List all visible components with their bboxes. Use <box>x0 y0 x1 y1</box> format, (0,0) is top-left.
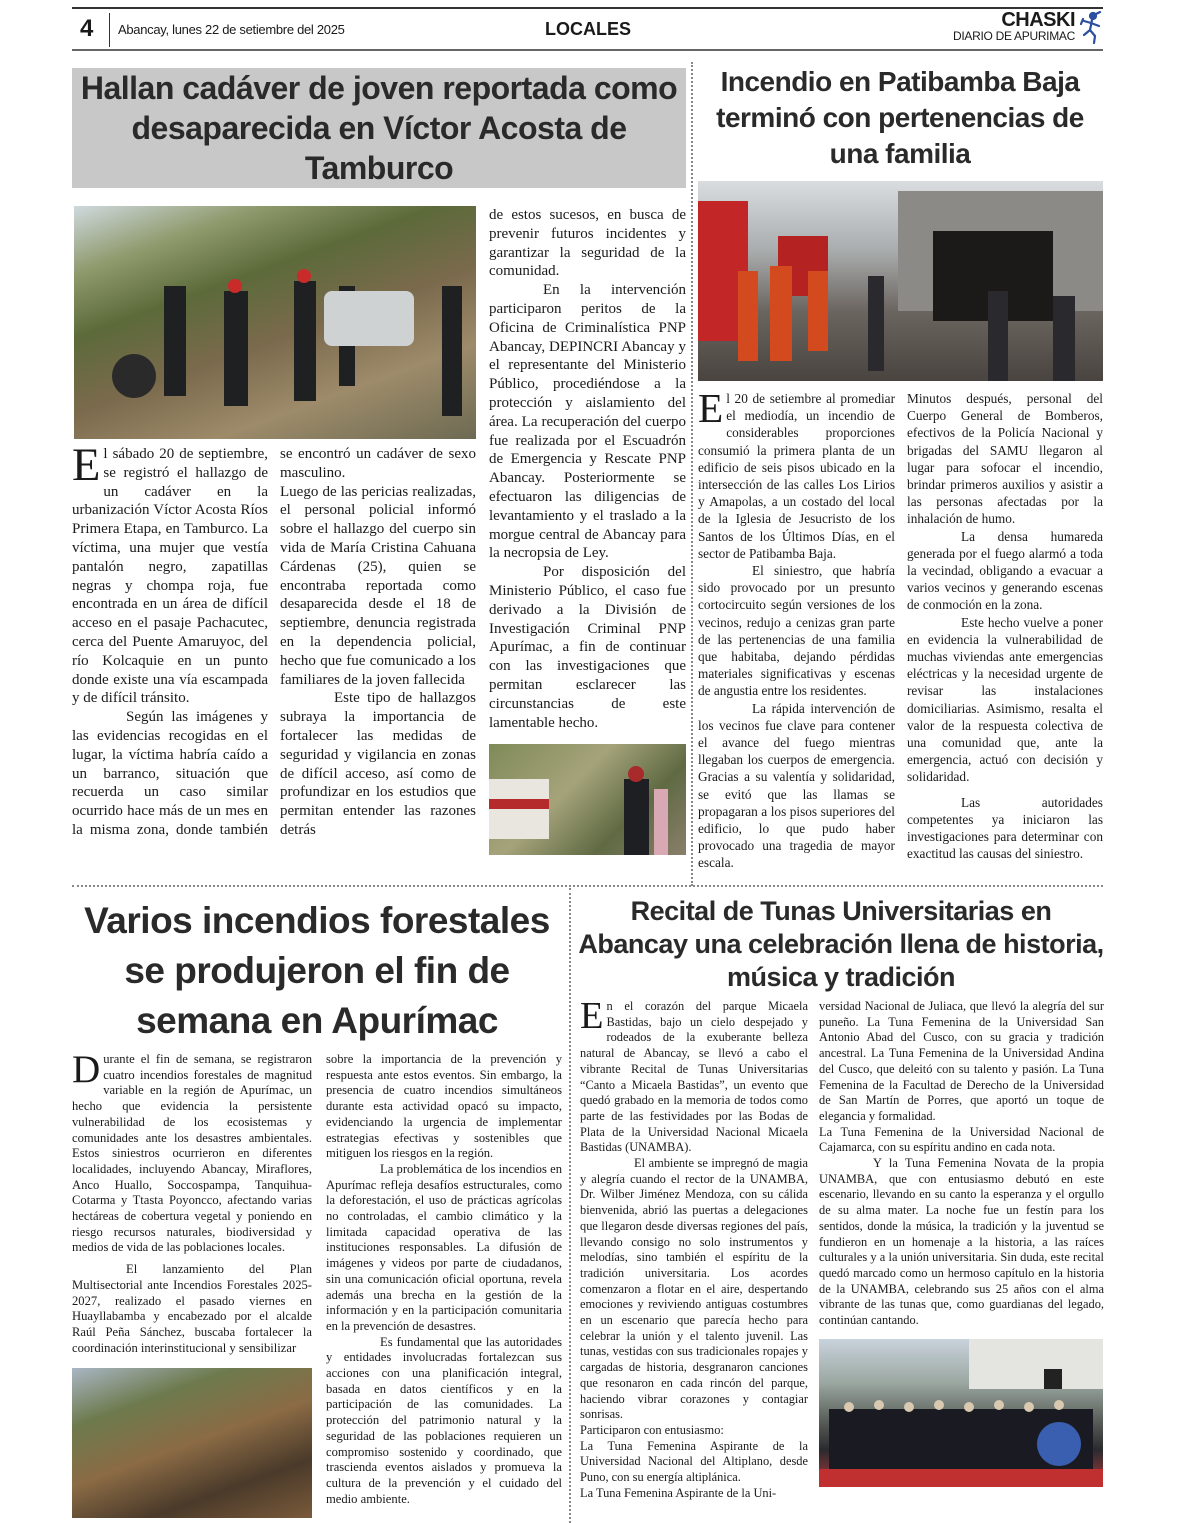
article-1-photo-rescue <box>489 744 686 855</box>
article-1-left-block <box>72 206 476 840</box>
paragraph: La densa humareda generada por el fuego alarmó a toda la vecindad, obligando a evacuar a varios vecinos y generando escenas de conmoción en la zona. <box>907 528 1103 613</box>
paragraph: Minutos después, personal del Cuerpo General de Bomberos, efectivos de la Policía Nacional y brigadas del SAMU llegaron al lugar para sofocar el incendio, brindar primeros auxilios y asistir a las personas afectadas por la inhalación de humo. <box>907 391 1103 527</box>
section-divider <box>72 885 1103 887</box>
article-2-headline: Incendio en Patibamba Baja terminó con pertenencias de una familia <box>716 66 1084 169</box>
header-top-rule <box>72 7 1103 9</box>
article-3 <box>68 896 566 1518</box>
paragraph: Es fundamental que las autoridades y entidades involucradas fortalezcan sus acciones con una planificación integral, basada en datos científicos y en la participación de las comunidades. La protección del patrimonio natural y la seguridad de las poblaciones requieren un compromiso sostenido y coordinado, que trascienda eventos aislados y promueva la cultura de la prevención y el cuidado del medio ambiente. <box>326 1334 562 1506</box>
article-1 <box>72 68 686 855</box>
article-4-column-2 <box>819 999 1104 1487</box>
article-2-column-2 <box>907 390 1103 862</box>
paragraph: En la intervención participaron peritos de la Oficina de Criminalística PNP Abancay, DEPINCRI Abancay y el representante del Ministerio Público, procediéndose a la protección y aislamiento del área. La recuperación del cuerpo fue realizada por el Escuadrón de Emergencia y Rescate PNP Abancay. Posteriormente se efectuaron las diligencias de levantamiento y el traslado a la morgue central de Abancay para la necropsia de Ley. <box>489 282 686 562</box>
article-2 <box>697 64 1103 872</box>
paragraph: El 20 de setiembre al promediar el mediodía, un incendio de considerables proporciones consumió la primera planta de un edificio de seis pisos ubicado en la intersección de las calles Los Lirios y Amapolas, a un costado del local de la Iglesia de Jesucristo de los Santos de los Últimos Días, en el sector de Patibamba Baja. <box>698 385 895 561</box>
article-4-body-columns <box>580 995 1106 1502</box>
paragraph: Por disposición del Ministerio Público, el caso fue derivado a la División de Investigación Criminal PNP Apurímac, a fin de continuar con las investigaciones que permitan esclarecer las circunstancias de este lamentable hecho. <box>489 564 686 731</box>
paragraph: Durante el fin de semana, se registraron cuatro incendios forestales de magnitud variable en la región de Apurímac, un hecho que evidencia la persistente vulnerabilidad de los ecosistemas y comunidades ante los desastres ambientales. Estos siniestros ocurrieron en diferentes localidades, incluyendo Abancay, Miraflores, Anco Huallo, Soccospampa, Tanquihua-Cotarma y Ttasta Poyoncco, afectando varias hectáreas de cobertura vegetal y poniendo en riesgo recursos naturales, biodiversidad y medios de vida de las poblaciones locales. <box>72 1048 312 1255</box>
article-3-photo-burned-house <box>72 1368 312 1518</box>
paragraph: versidad Nacional de Juliaca, que llevó la alegría del sur puneño. La Tuna Femenina de la Universidad San Antonio Abad del Cusco, con su gracia y tradición ancestral. La Tuna Femenina de la Universidad Andina del Cusco, que deleitó con su talento y pasión. La Tuna Femenina de la Facultad de Derecho de la Universidad de San Martín de Porres, que aportó un toque de elegancia y formalidad. <box>819 999 1104 1123</box>
rescue-truck-illustration <box>489 744 686 855</box>
article-1-body-column-3 <box>489 206 686 732</box>
paragraph: Las autoridades competentes ya iniciaron las investigaciones para determinar con exactitud las causas del siniestro. <box>907 794 1103 862</box>
paragraph: Según las imágenes y las evidencias recogidas en el lugar, la víctima habría caído a un barranco, situación que recuerda un caso similar ocurrido hace más de un mes en la misma zona, donde también se encontró un cadáver de sexo masculino. <box>72 446 476 838</box>
article-4-photo-tunas-group <box>819 1339 1103 1487</box>
article-1-right-block <box>489 206 686 855</box>
article-1-photo-police-scene <box>74 206 476 439</box>
article-2-body-columns <box>698 385 1103 872</box>
paragraph: Luego de las pericias realizadas, el personal policial informó sobre el hallazgo del cuerpo sin vida de María Cristina Cahuana Cárdenas (25), quien se encontraba reportada como desaparecida desde el 18 de septiembre, denuncia registrada en la dependencia policial, hecho que fue comunicado a los familiares de la joven fallecida <box>280 483 476 688</box>
article-2-column-1 <box>698 385 895 872</box>
paragraph: El lanzamiento del Plan Multisectorial ante Incendios Forestales 2025-2027, realizado el pasado viernes en Huayllabamba y encabezado por el alcalde Raúl Peña Sánchez, buscaba fortalecer la coordinación interinstitucional y sensibilizar <box>72 1262 312 1355</box>
paragraph: La problemática de los incendios en Apurímac refleja desafíos estructurales, como la deforestación, el uso de prácticas agrícolas no controladas, el cambio climático y la limitada capacidad operativa de las instituciones responsables. La difusión de imágenes y videos por parte de ciudadanos, sin una comunicación oficial oportuna, revela además una brecha en la gestión de la información y en la participación comunitaria en la prevención de desastres. <box>326 1161 562 1333</box>
article-3-column-1 <box>72 1048 312 1518</box>
article-4-column-1 <box>580 995 808 1502</box>
paragraph: El siniestro, que habría sido provocado por un presunto cortocircuito según versiones de los vecinos, redujo a cenizas gran parte de las pertenencias de una familia que habitaba, dejando pérdidas materiales significativas y escenas de angustia entre los residentes. <box>698 563 895 699</box>
paragraph: La Tuna Femenina Aspirante de la Uni- <box>580 1485 777 1500</box>
paragraph: Y la Tuna Femenina Novata de la propia UNAMBA, que con entusiasmo debutó en este escenario, llevando en su canto la esperanza y el orgullo de su alma mater. La noche fue un festín para los sentidos, donde la música, la tradición y la juventud se fundieron en un homenaje a la historia, a las raíces culturales y a la unión universitaria. Sin duda, este recital quedó marcado como un hermoso capítulo en la historia de la UNAMBA, celebrando sus 25 años con el alma vibrante de las tunas que, como guardianas del legado, continúan cantando. <box>819 1156 1104 1328</box>
article-4 <box>576 895 1106 1502</box>
paragraph: La Tuna Femenina de la Universidad Nacional de Cajamarca, con su espíritu andino en cada nota. <box>819 1124 1104 1155</box>
paragraph: El ambiente se impregnó de magia y alegría cuando el rector de la UNAMBA, Dr. Wilber Jiménez Mendoza, con su cálida bienvenida, abrió las puertas a delegaciones que llegaron desde diversas regiones del país, llevando consigo no solo instrumentos y melodías, sino también el espíritu de la tradición universitaria. Los acordes comenzaron a flotar en el aire, despertando emociones y reviviendo antiguas costumbres en un escenario que parecía hecho para celebrar la unión y el talento juvenil. Las tunas, vestidas con sus tradicionales ropajes y cargadas de historia, desgranaron canciones que resonaron en cada rincón del parque, haciendo vibrar corazones y contagiar sonrisas. <box>580 1156 808 1422</box>
paragraph: La Tuna Femenina Aspirante de la Universidad Nacional del Altiplano, desde Puno, con su energía altiplánica. <box>580 1438 808 1485</box>
paragraph: sobre la importancia de la prevención y respuesta ante estos eventos. Sin embargo, la presencia de cuatro incendios simultáneos durante esta actividad opacó su impacto, evidenciando la urgencia de implementar estrategias efectivas y sostenibles que mitiguen los riesgos en la región. <box>326 1052 562 1161</box>
issue-date: Abancay, lunes 22 de setiembre del 2025 <box>118 22 345 37</box>
police-figures-illustration <box>74 206 476 439</box>
paragraph: En el corazón del parque Micaela Bastidas, bajo un cielo despejado y rodeados de la exuberante belleza natural de Abancay, se llevó a cabo el vibrante Recital de Tunas Universitarias “Canto a Micaela Bastidas”, un evento que quedó grabado en la memoria de todos como parte de las festividades por las Bodas de Plata de la Universidad Nacional Micaela Bastidas (UNAMBA). <box>580 995 808 1155</box>
firefighters-illustration <box>698 181 1103 381</box>
section-name: LOCALES <box>544 19 631 39</box>
paragraph: Este hecho vuelve a poner en evidencia la vulnerabilidad de muchas viviendas ante emergencias eléctricas y la necesidad urgente de revisar las instalaciones domiciliarias. Asimismo, resalta el valor de la respuesta colectiva de una comunidad que, ante la emergencia, actuó con decisión y solidaridad. <box>907 614 1103 785</box>
headline-background <box>72 68 686 188</box>
brand <box>953 10 1075 42</box>
paragraph: Este tipo de hallazgos subraya la importancia de fortalecer las medidas de seguridad y vigilancia en zonas de difícil acceso, así como de profundizar en los estudios que permitan entender las razones detrás <box>280 690 476 838</box>
article-2-photo-fire-scene <box>698 181 1103 381</box>
chaski-runner-logo-icon <box>1080 11 1102 45</box>
column-divider <box>569 888 571 1523</box>
article-1-headline: Hallan cadáver de joven reportada como desaparecida en Víctor Acosta de Tamburco <box>80 70 678 186</box>
paragraph: El sábado 20 de septiembre, se registró el hallazgo de un cadáver en la urbanización Víctor Acosta Ríos Primera Etapa, en Tamburco. La víctima, una mujer que vestía pantalón negro, zapatillas negras y chompa roja, fue encontrada en un área de difícil acceso en el pasaje Pachacutec, cerca del Puente Amaruyoc, del río Kolcaquie en un punto donde existe una vía escampada y de difícil tránsito. <box>72 440 268 707</box>
header-bottom-rule <box>72 49 1103 51</box>
column-divider <box>691 62 693 886</box>
article-4-headline: Recital de Tunas Universitarias en Abancay una celebración llena de historia, música y tradición <box>578 896 1104 992</box>
article-3-column-2 <box>326 1052 562 1507</box>
article-3-body-columns <box>72 1048 566 1518</box>
brand-name: CHASKI <box>1001 9 1075 31</box>
paragraph: de estos sucesos, en busca de prevenir futuros incidentes y garantizar la seguridad de la comunidad. <box>489 207 686 280</box>
article-1-body-columns <box>72 440 476 840</box>
page-number: 4 <box>80 15 94 42</box>
brand-tagline: DIARIO DE APURIMAC <box>953 29 1075 43</box>
header-divider <box>109 13 110 47</box>
group-photo-illustration <box>819 1339 1103 1487</box>
paragraph: Participaron con entusiasmo: <box>580 1422 724 1437</box>
article-3-headline: Varios incendios forestales se produjeron el fin de semana en Apurímac <box>84 900 550 1041</box>
paragraph: La rápida intervención de los vecinos fue clave para contener el avance del fuego mientras llegaban los cuerpos de emergencia. Gracias a su valentía y solidaridad, se evitó que las llamas se propagaran a los pisos superiores del edificio, lo que pudo haber provocado una tragedia de mayor escala. <box>698 700 895 871</box>
